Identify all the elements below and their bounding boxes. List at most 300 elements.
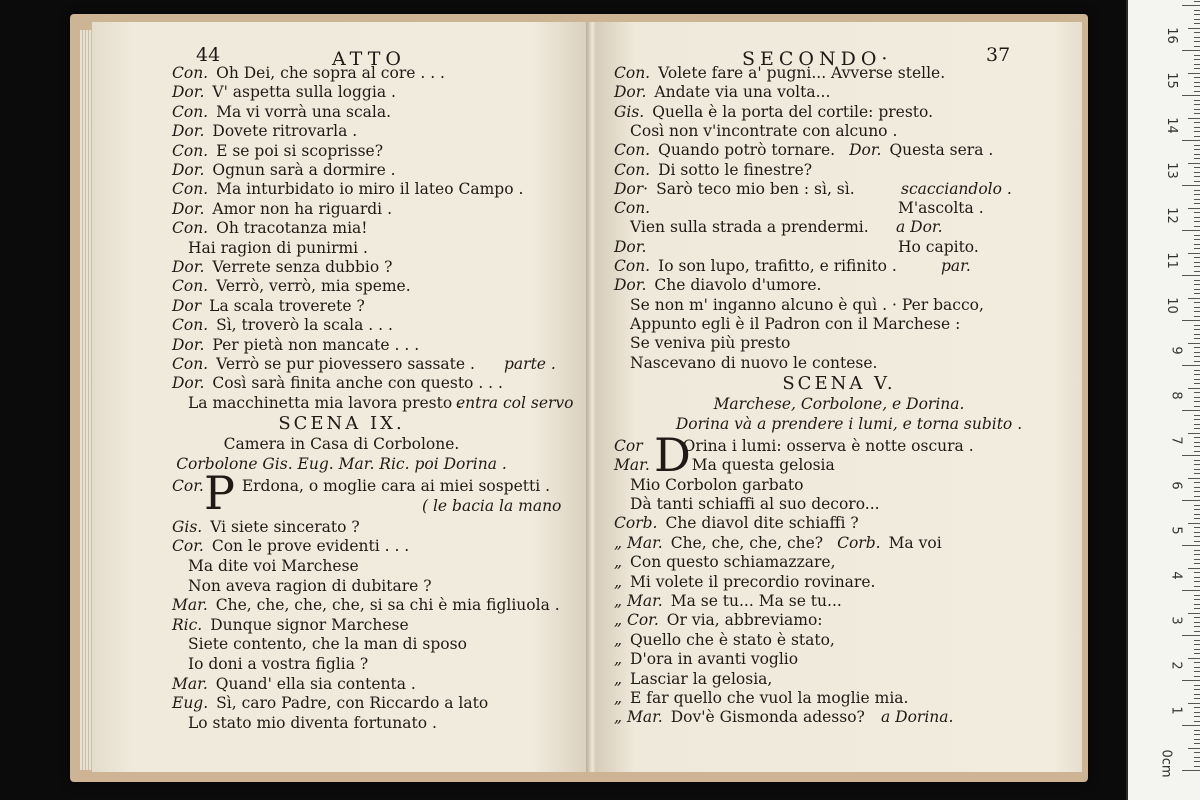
ruler-tick — [1194, 428, 1200, 429]
dialogue-text: Che diavol dite schiaffi ? — [665, 514, 859, 533]
dialogue-text: Se veniva più presto — [630, 334, 791, 353]
right-page — [596, 22, 1082, 772]
ruler-tick — [1194, 82, 1200, 83]
ruler-tick — [1194, 379, 1200, 380]
ruler-tick — [1194, 649, 1200, 650]
speaker-label: Dor· — [614, 179, 649, 198]
ruler-tick — [1194, 370, 1200, 371]
text-line — [172, 142, 383, 160]
ruler-tick — [1188, 703, 1200, 704]
speaker-label: Mar. — [172, 674, 208, 693]
ruler-tick — [1182, 5, 1200, 6]
ruler-tick — [1194, 374, 1200, 375]
ruler-tick — [1194, 698, 1200, 699]
ruler-tick — [1194, 32, 1200, 33]
text-line — [172, 64, 445, 82]
ruler-tick — [1194, 248, 1200, 249]
ruler-tick — [1194, 667, 1200, 668]
text-line — [630, 495, 880, 513]
ruler-tick — [1194, 221, 1200, 222]
ruler-tick — [1194, 640, 1200, 641]
ruler-tick — [1194, 316, 1200, 317]
text-line — [188, 577, 432, 595]
text-line — [614, 437, 974, 455]
ruler-tick — [1194, 397, 1200, 398]
ruler-tick — [1182, 50, 1200, 51]
ruler-tick — [1194, 599, 1200, 600]
dialogue-text: La macchinetta mia lavora presto . — [188, 393, 463, 412]
speaker-label: „ — [614, 572, 623, 591]
scene-direction: Dorina và a prendere i lumi, e torna subito . — [675, 414, 1023, 433]
ruler-tick — [1194, 167, 1200, 168]
ruler-tick — [1194, 257, 1200, 258]
ruler-tick — [1194, 1, 1200, 2]
speaker-label: Mar. — [172, 596, 208, 615]
ruler-tick — [1188, 163, 1200, 164]
ruler-tick — [1194, 334, 1200, 335]
dialogue-text: Per pietà non mancate . . . — [212, 335, 420, 354]
ruler-tick — [1194, 694, 1200, 695]
dialogue-text: Con le prove evidenti . . . — [211, 537, 410, 556]
dialogue-text: Andate via una volta... — [654, 83, 831, 102]
dialogue-text: V' aspetta sulla loggia . — [212, 83, 396, 102]
dialogue-text: Che, che, che, che? — [670, 533, 824, 552]
text-line — [614, 103, 933, 121]
ruler-tick — [1194, 100, 1200, 101]
ruler-tick — [1194, 532, 1200, 533]
speaker-label: Con. — [614, 257, 651, 275]
ruler-tick — [1188, 208, 1200, 209]
speaker-label: Mar. — [614, 456, 650, 475]
page-number: 37 — [986, 44, 1011, 66]
text-line — [172, 596, 560, 614]
ruler-tick — [1194, 64, 1200, 65]
text-line — [172, 477, 550, 495]
left-page-text — [92, 22, 591, 772]
speaker-label: Cor. — [172, 477, 204, 496]
dialogue-text: E se poi si scoprisse? — [216, 141, 384, 160]
dialogue-text: Dunque signor Marchese — [210, 615, 409, 634]
dialogue-text: Appunto egli è il Padron con il Marchese : — [630, 314, 961, 333]
ruler-tick — [1182, 545, 1200, 546]
ruler-tick — [1194, 392, 1200, 393]
ruler-label: 14 — [1164, 117, 1180, 134]
ruler-tick — [1188, 343, 1200, 344]
ruler-tick — [1194, 271, 1200, 272]
text-line — [172, 537, 409, 555]
text-line — [614, 708, 865, 726]
text-line — [630, 296, 984, 314]
text-line — [614, 573, 875, 591]
speaker-label: Con. — [172, 180, 209, 199]
ruler-tick — [1194, 419, 1200, 420]
ruler-tick — [1194, 595, 1200, 596]
ruler-tick — [1194, 559, 1200, 560]
text-line — [172, 122, 357, 140]
stage-direction: ( le bacia la mano — [422, 496, 562, 515]
ruler-tick — [1194, 307, 1200, 308]
speaker-label: Con. — [172, 102, 209, 121]
text-line — [172, 200, 392, 218]
dialogue-text: Hai ragion di punirmi . — [188, 238, 368, 257]
text-line — [614, 141, 993, 159]
speaker-label: „ Mar. — [614, 533, 663, 552]
speaker-label: Dor. — [172, 335, 205, 354]
ruler-tick — [1194, 127, 1200, 128]
speaker-label: Corb. — [614, 514, 658, 533]
speaker-label: Dor. — [172, 161, 205, 179]
ruler-label: 0cm — [1158, 749, 1174, 778]
speaker-label: „ — [614, 650, 623, 669]
ruler-tick — [1194, 122, 1200, 123]
dialogue-text: Orina i lumi: osserva è notte oscura . — [682, 436, 974, 455]
ruler-label: 4 — [1168, 571, 1184, 580]
ruler-tick — [1194, 235, 1200, 236]
ruler-tick — [1194, 415, 1200, 416]
text-line — [172, 277, 411, 295]
ruler-tick — [1194, 766, 1200, 767]
ruler-label: 10 — [1164, 297, 1180, 314]
ruler-tick — [1194, 752, 1200, 753]
text-line — [172, 258, 392, 276]
ruler-tick — [1194, 284, 1200, 285]
speaker-label: Dor. — [172, 122, 205, 141]
ruler-tick — [1194, 86, 1200, 87]
ruler-tick — [1194, 325, 1200, 326]
ruler-tick — [1194, 469, 1200, 470]
text-line — [614, 161, 812, 179]
ruler-tick — [1194, 158, 1200, 159]
ruler-tick — [1194, 154, 1200, 155]
ruler-tick — [1194, 383, 1200, 384]
ruler-label: 2 — [1168, 661, 1184, 670]
ruler-tick — [1188, 388, 1200, 389]
dialogue-text: Io son lupo, trafitto, e rifinito . — [658, 257, 897, 275]
dialogue-text: Verrò, verrò, mia speme. — [216, 277, 411, 296]
dialogue-text: Io doni a vostra figlia ? — [188, 655, 369, 673]
speaker-label: Con. — [614, 141, 651, 160]
ruler-label: 12 — [1164, 207, 1180, 224]
ruler-tick — [1194, 662, 1200, 663]
ruler-tick — [1182, 590, 1200, 591]
dialogue-text: Dovete ritrovarla . — [212, 122, 358, 141]
dialogue-text: Ma vi vorrà una scala. — [216, 102, 391, 121]
ruler-tick — [1182, 320, 1200, 321]
ruler-tick — [1194, 563, 1200, 564]
text-line — [614, 83, 830, 101]
ruler-tick — [1194, 721, 1200, 722]
text-line — [630, 122, 897, 140]
speaker-label: „ — [614, 630, 623, 649]
text-line — [630, 334, 790, 352]
ruler-tick — [1194, 743, 1200, 744]
ruler-tick — [1188, 523, 1200, 524]
ruler-tick — [1188, 118, 1200, 119]
ruler-tick — [1182, 140, 1200, 141]
dialogue-text: Ma voi — [888, 533, 942, 552]
speaker-label: Corb. — [837, 533, 881, 552]
ruler-label: 7 — [1168, 436, 1184, 445]
ruler-tick — [1194, 581, 1200, 582]
ruler-tick — [1194, 14, 1200, 15]
ruler-tick — [1194, 460, 1200, 461]
ruler-tick — [1194, 59, 1200, 60]
ruler-tick — [1194, 361, 1200, 362]
ruler-tick — [1194, 41, 1200, 42]
text-line — [172, 616, 409, 634]
ruler-tick — [1194, 311, 1200, 312]
ruler-tick — [1188, 748, 1200, 749]
ruler-tick — [1194, 518, 1200, 519]
drop-cap: P — [204, 466, 235, 521]
text-line — [630, 218, 869, 236]
ruler-tick — [1194, 739, 1200, 740]
dialogue-text: Che diavolo d'umore. — [654, 276, 822, 295]
ruler-label: 1 — [1168, 706, 1184, 715]
ruler-tick — [1182, 455, 1200, 456]
ruler-tick — [1194, 338, 1200, 339]
scene-characters: Corbolone Gis. Eug. Mar. Ric. poi Dorina . — [176, 455, 507, 474]
dialogue-text: Volete fare a' pugni... Avverse stelle. — [658, 64, 946, 82]
ruler-tick — [1194, 424, 1200, 425]
ruler-tick — [1194, 712, 1200, 713]
speaker-label: Con. — [172, 141, 209, 160]
dialogue-text: Quella è la porta del cortile: presto. — [652, 102, 934, 121]
ruler-tick — [1194, 172, 1200, 173]
stage-direction: parte . — [504, 355, 556, 373]
dialogue-text: Quello che è stato è stato, — [630, 630, 835, 649]
ruler-tick — [1194, 644, 1200, 645]
ruler-tick — [1188, 28, 1200, 29]
ruler-tick — [1194, 77, 1200, 78]
scene-characters: Marchese, Corbolone, e Dorina. — [713, 394, 965, 413]
text-line — [172, 336, 419, 354]
running-head: ATTO — [332, 48, 406, 70]
ruler-label: 5 — [1168, 526, 1184, 535]
text-line — [188, 635, 467, 653]
text-line — [614, 238, 654, 256]
ruler-tick — [1194, 730, 1200, 731]
measuring-ruler — [1126, 0, 1200, 800]
text-line — [614, 553, 836, 571]
ruler-tick — [1194, 505, 1200, 506]
ruler-tick — [1194, 406, 1200, 407]
ruler-tick — [1188, 613, 1200, 614]
text-line — [172, 161, 396, 179]
dialogue-text: Se non m' inganno alcuno è quì . · Per bacco, — [630, 295, 984, 314]
speaker-label: Dor. — [172, 83, 205, 102]
drop-cap: D — [654, 427, 691, 482]
ruler-tick — [1194, 487, 1200, 488]
speaker-label: Con. — [172, 277, 209, 296]
ruler-tick — [1182, 185, 1200, 186]
speaker-label: Ric. — [172, 615, 203, 634]
ruler-tick — [1194, 527, 1200, 528]
ruler-tick — [1194, 550, 1200, 551]
left-page — [92, 22, 592, 772]
dialogue-text: Sì, caro Padre, con Riccardo a lato — [216, 694, 489, 713]
ruler-tick — [1182, 725, 1200, 726]
ruler-tick — [1194, 757, 1200, 758]
ruler-tick — [1194, 302, 1200, 303]
stage-direction: scacciandolo . — [901, 179, 1012, 198]
ruler-tick — [1194, 356, 1200, 357]
ruler-tick — [1182, 275, 1200, 276]
dialogue-text: Così sarà finita anche con questo . . . — [212, 374, 503, 393]
ruler-tick — [1194, 401, 1200, 402]
ruler-tick — [1194, 608, 1200, 609]
ruler-tick — [1188, 658, 1200, 659]
running-head: SECONDO· — [742, 48, 893, 70]
stage-direction: a Dorina. — [881, 708, 954, 727]
ruler-tick — [1194, 239, 1200, 240]
ruler-tick — [1194, 761, 1200, 762]
ruler-tick — [1182, 410, 1200, 411]
ruler-label: 15 — [1164, 72, 1180, 89]
ruler-tick — [1194, 347, 1200, 348]
text-line — [188, 714, 437, 732]
text-line — [188, 239, 368, 257]
page-number: 44 — [196, 44, 221, 66]
dialogue-text: Di sotto le finestre? — [658, 160, 813, 179]
ruler-tick — [1194, 145, 1200, 146]
dialogue-text: Mio Corbolon garbato — [630, 475, 804, 494]
text-line — [630, 315, 960, 333]
ruler-tick — [1194, 217, 1200, 218]
ruler-tick — [1194, 689, 1200, 690]
dialogue-text: Sì, troverò la scala . . . — [216, 316, 393, 335]
ruler-tick — [1194, 352, 1200, 353]
speaker-label: „ — [614, 669, 623, 688]
speaker-label: Cor — [614, 436, 643, 455]
dialogue-text: Ognun sarà a dormire . — [212, 161, 396, 179]
ruler-tick — [1194, 190, 1200, 191]
ruler-tick — [1194, 514, 1200, 515]
ruler-label: 11 — [1164, 252, 1180, 269]
ruler-tick — [1194, 509, 1200, 510]
text-line — [172, 374, 503, 392]
ruler-label: 6 — [1168, 481, 1184, 490]
ruler-tick — [1194, 541, 1200, 542]
stage-direction: entra col servo — [456, 393, 574, 412]
ruler-tick — [1194, 226, 1200, 227]
ruler-tick — [1194, 10, 1200, 11]
ruler-tick — [1194, 482, 1200, 483]
text-line — [188, 557, 359, 575]
ruler-tick — [1194, 734, 1200, 735]
text-line — [172, 219, 368, 237]
ruler-tick — [1194, 586, 1200, 587]
speaker-label: Con. — [172, 219, 209, 238]
text-line — [630, 476, 803, 494]
ruler-tick — [1194, 199, 1200, 200]
ruler-tick — [1194, 194, 1200, 195]
dialogue-text: Ma inturbidato io miro il lateo Campo . — [216, 180, 524, 199]
text-line — [614, 534, 942, 552]
dialogue-text: Sarò teco mio ben : sì, sì. — [656, 179, 855, 198]
text-line — [614, 64, 945, 82]
ruler-tick — [1194, 473, 1200, 474]
speaker-label: Cor. — [172, 537, 204, 556]
ruler-tick — [1194, 149, 1200, 150]
dialogue-text: Dov'è Gismonda adesso? — [670, 708, 865, 727]
speaker-label: Dor. — [172, 258, 205, 276]
ruler-label: 9 — [1168, 346, 1184, 355]
speaker-label: Con. — [172, 316, 209, 335]
ruler-tick — [1194, 707, 1200, 708]
text-line — [172, 103, 391, 121]
ruler-tick — [1194, 572, 1200, 573]
ruler-tick — [1188, 253, 1200, 254]
ruler-tick — [1194, 181, 1200, 182]
scene-setting: Camera in Casa di Corbolone. — [223, 435, 460, 454]
speaker-label: Gis. — [172, 517, 203, 536]
ruler-tick — [1194, 266, 1200, 267]
ruler-tick — [1194, 329, 1200, 330]
ruler-tick — [1194, 203, 1200, 204]
ruler-tick — [1194, 671, 1200, 672]
ruler-label: 3 — [1168, 616, 1184, 625]
ruler-tick — [1194, 280, 1200, 281]
dialogue-text: Vi siete sincerato ? — [210, 517, 360, 536]
ruler-tick — [1194, 716, 1200, 717]
text-line — [614, 631, 835, 649]
text-line — [614, 257, 897, 275]
dialogue-text: Dà tanti schiaffi al suo decoro... — [630, 495, 880, 513]
dialogue-text: Nascevano di nuovo le contese. — [630, 353, 878, 372]
text-line — [172, 518, 360, 536]
ruler-label: 16 — [1164, 27, 1180, 44]
dialogue-text: Oh tracotanza mia! — [216, 219, 368, 238]
ruler-tick — [1188, 433, 1200, 434]
speaker-label: „ — [614, 553, 623, 572]
text-line — [614, 199, 658, 217]
speaker-label: Con. — [172, 64, 209, 82]
dialogue-text: Siete contento, che la man di sposo — [188, 635, 467, 654]
speaker-label: Dor. — [172, 374, 205, 393]
speaker-label: Con. — [172, 355, 209, 373]
ruler-tick — [1182, 500, 1200, 501]
ruler-tick — [1194, 136, 1200, 137]
speaker-label: Con. — [614, 160, 651, 179]
ruler-tick — [1194, 464, 1200, 465]
ruler-tick — [1194, 437, 1200, 438]
ruler-tick — [1182, 365, 1200, 366]
speaker-label: „ Mar. — [614, 708, 663, 727]
speaker-label: Dor. — [614, 276, 647, 295]
ruler-tick — [1194, 617, 1200, 618]
dialogue-text: Non aveva ragion di dubitare ? — [188, 576, 432, 595]
ruler-tick — [1194, 685, 1200, 686]
dialogue-text: La scala troverete ? — [209, 296, 365, 315]
dialogue-text: Quando potrò tornare. — [658, 141, 836, 160]
text-line — [614, 670, 772, 688]
dialogue-text: Così non v'incontrate con alcuno . — [630, 121, 898, 140]
text-line — [172, 675, 416, 693]
dialogue-text: Lo stato mio diventa fortunato . — [188, 713, 437, 732]
ruler-label: 13 — [1164, 162, 1180, 179]
speaker-label: Eug. — [172, 694, 209, 713]
dialogue-text: Verrò se pur piovessero sassate . — [216, 355, 475, 373]
ruler-tick — [1194, 109, 1200, 110]
speaker-label: Dor. — [849, 141, 882, 160]
ruler-tick — [1194, 536, 1200, 537]
scene-heading: SCENA V. — [782, 372, 896, 394]
right-page-text — [596, 22, 1082, 772]
text-line — [172, 316, 393, 334]
ruler-tick — [1194, 496, 1200, 497]
ruler-tick — [1194, 293, 1200, 294]
